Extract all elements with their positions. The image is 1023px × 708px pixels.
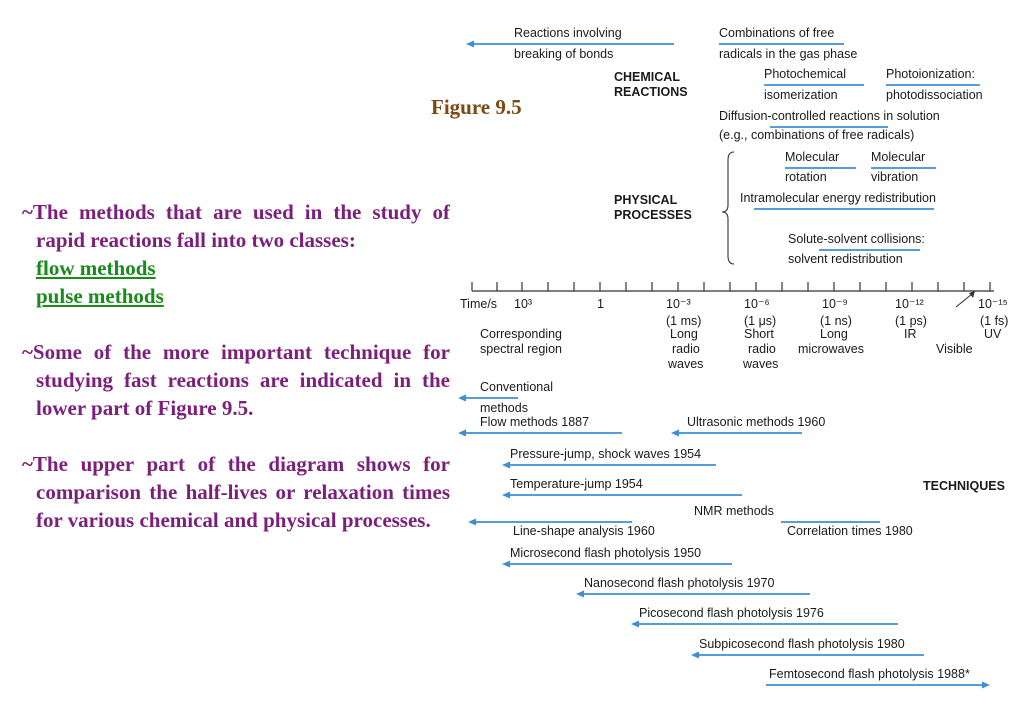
label-diffusion-1: Diffusion-controlled reactions in solution — [719, 109, 940, 123]
tick-label-1e-9: 10⁻⁹ — [822, 297, 848, 311]
section-physical-1: PHYSICAL — [614, 193, 678, 207]
tick-label-1e3: 10³ — [514, 297, 533, 311]
link-pulse-methods[interactable]: pulse methods — [36, 284, 164, 308]
label-femtosecond: Femtosecond flash photolysis 1988* — [769, 667, 970, 681]
section-chemical-1: CHEMICAL — [614, 70, 680, 84]
sublabel-us: (1 μs) — [744, 314, 777, 328]
tick-label-1e-3: 10⁻³ — [666, 297, 691, 311]
label-diffusion-2: (e.g., combinations of free radicals) — [719, 128, 915, 142]
arrowhead-left — [458, 430, 466, 437]
axis-label: Time/s — [460, 297, 498, 311]
bullet-text: ~Some of the more important technique for studying fast reactions are indicated in the lower part of Figure 9.5. — [22, 340, 450, 420]
label-photochemical-1: Photochemical — [764, 67, 846, 81]
label-collisions-2: solvent redistribution — [788, 252, 903, 266]
bullet-text: ~The upper part of the diagram shows for comparison the half-lives or relaxation times for various chemical and physical processes. — [22, 452, 450, 532]
arrowhead-left — [502, 561, 510, 568]
region-long-radio-2: radio — [672, 342, 700, 356]
region-long-radio-1: Long — [670, 327, 698, 341]
label-flow-methods: Flow methods 1887 — [480, 415, 590, 429]
label-rotation-2: rotation — [785, 170, 827, 184]
tick-label-1e-15: 10⁻¹⁵ — [978, 297, 1008, 311]
label-pressure-jump: Pressure-jump, shock waves 1954 — [510, 447, 702, 461]
bullet-upper-part — [22, 450, 450, 534]
link-flow-methods[interactable]: flow methods — [36, 256, 156, 280]
arrowhead-left — [502, 462, 510, 469]
label-vibration-1: Molecular — [871, 150, 926, 164]
region-short-radio-1: Short — [744, 327, 774, 341]
label-free-radicals-2: radicals in the gas phase — [719, 47, 858, 61]
label-bond-breaking-2: breaking of bonds — [514, 47, 614, 61]
label-photoionization-2: photodissociation — [886, 88, 983, 102]
bullet-list — [22, 198, 450, 562]
label-photoionization-1: Photoionization: — [886, 67, 975, 81]
region-uv: UV — [984, 327, 1002, 341]
region-ir: IR — [904, 327, 917, 341]
bullet-techniques — [22, 338, 450, 422]
label-rotation-1: Molecular — [785, 150, 840, 164]
label-ultrasonic: Ultrasonic methods 1960 — [687, 415, 826, 429]
arrowhead-left — [468, 519, 476, 526]
brace — [722, 152, 734, 264]
label-nmr: NMR methods — [694, 504, 774, 518]
arrowhead-left — [458, 395, 466, 402]
section-physical-2: PROCESSES — [614, 208, 692, 222]
visible-pointer-head — [969, 291, 975, 298]
bullet-methods — [22, 198, 450, 310]
timescale-diagram — [458, 20, 1018, 696]
visible-pointer — [956, 294, 972, 307]
label-picosecond: Picosecond flash photolysis 1976 — [639, 606, 824, 620]
sublabel-ns: (1 ns) — [820, 314, 852, 328]
region-microwaves-1: Long — [820, 327, 848, 341]
region-short-radio-2: radio — [748, 342, 776, 356]
label-free-radicals-1: Combinations of free — [719, 26, 835, 40]
figure-title: Figure 9.5 — [431, 95, 522, 119]
region-long-radio-3: waves — [668, 357, 704, 371]
sublabel-ps: (1 ps) — [895, 314, 927, 328]
arrowhead-left — [691, 652, 699, 659]
axis-ticks — [472, 282, 990, 291]
sublabel-fs: (1 fs) — [980, 314, 1009, 328]
label-intramolecular: Intramolecular energy redistribution — [740, 191, 936, 205]
label-nanosecond: Nanosecond flash photolysis 1970 — [584, 576, 775, 590]
arrowhead-left — [671, 430, 679, 437]
spectral-title-2: spectral region — [480, 342, 562, 356]
section-techniques: TECHNIQUES — [923, 479, 1005, 493]
label-temperature-jump: Temperature-jump 1954 — [510, 477, 643, 491]
arrowhead-left — [502, 492, 510, 499]
bullet-text: ~The methods that are used in the study of rapid reactions fall into two classes: — [22, 200, 450, 252]
label-lineshape: Line-shape analysis 1960 — [513, 524, 655, 538]
label-photochemical-2: isomerization — [764, 88, 838, 102]
arrowhead-left — [466, 41, 474, 48]
tick-label-1: 1 — [597, 297, 604, 311]
label-microsecond: Microsecond flash photolysis 1950 — [510, 546, 702, 560]
label-correlation: Correlation times 1980 — [787, 524, 913, 538]
label-conventional-1: Conventional — [480, 380, 553, 394]
label-bond-breaking-1: Reactions involving — [514, 26, 622, 40]
section-chemical-2: REACTIONS — [614, 85, 688, 99]
arrowhead-right — [982, 682, 990, 689]
label-vibration-2: vibration — [871, 170, 919, 184]
tick-label-1e-6: 10⁻⁶ — [744, 297, 770, 311]
label-subpicosecond: Subpicosecond flash photolysis 1980 — [699, 637, 905, 651]
spectral-title-1: Corresponding — [480, 327, 562, 341]
region-short-radio-3: waves — [743, 357, 779, 371]
label-conventional-2: methods — [480, 401, 528, 415]
region-microwaves-2: microwaves — [798, 342, 864, 356]
arrowhead-left — [576, 591, 584, 598]
tick-label-1e-12: 10⁻¹² — [895, 297, 924, 311]
label-collisions-1: Solute-solvent collisions: — [788, 232, 925, 246]
arrowhead-left — [631, 621, 639, 628]
sublabel-ms: (1 ms) — [666, 314, 702, 328]
region-visible: Visible — [936, 342, 973, 356]
